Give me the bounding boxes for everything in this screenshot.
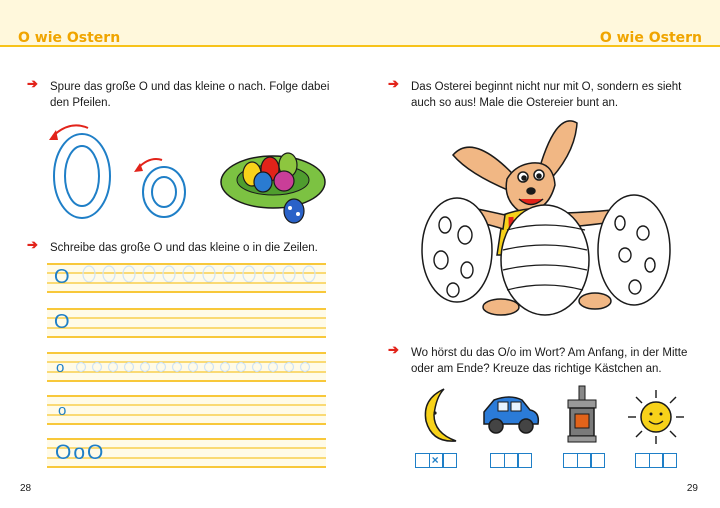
easter-bunny-with-eggs-illustration bbox=[415, 115, 677, 320]
answer-boxes-car bbox=[490, 453, 531, 468]
easter-nest-icon bbox=[218, 148, 336, 226]
answer-box-end[interactable] bbox=[590, 453, 605, 468]
task-color-instruction: Das Osterei beginnt nicht nur mit O, sondern es sieht auch so aus! Male die Ostereier bunt an. bbox=[411, 81, 682, 109]
traced-small-o bbox=[143, 167, 185, 217]
writing-row[interactable] bbox=[47, 395, 326, 425]
writing-row[interactable] bbox=[47, 263, 326, 293]
task-trace-instruction: Spure das große O und das kleine o nach. Folge dabei den Pfeilen. bbox=[50, 81, 330, 109]
cross-mark: × bbox=[431, 453, 439, 467]
left-page-number: 28 bbox=[20, 483, 32, 494]
sample-letter: OoO bbox=[55, 441, 106, 464]
sample-letter: o bbox=[56, 359, 65, 376]
answer-box-end[interactable] bbox=[442, 453, 457, 468]
task-write-instruction: Schreibe das große O und das kleine o in die Zeilen. bbox=[50, 242, 318, 254]
answer-boxes-moon bbox=[415, 453, 456, 468]
task-arrow-icon: ➔ bbox=[27, 76, 38, 91]
stove-icon bbox=[564, 384, 600, 446]
task-arrow-icon: ➔ bbox=[388, 76, 399, 91]
task-check-instruction: Wo hörst du das O/o im Wort? Am Anfang, in der Mitte oder am Ende? Kreuze das richtige Kästchen an. bbox=[411, 347, 688, 375]
answer-boxes-stove bbox=[563, 453, 604, 468]
car-icon bbox=[480, 392, 542, 438]
task-arrow-icon: ➔ bbox=[27, 237, 38, 252]
sample-letter: O bbox=[54, 266, 70, 288]
writing-row[interactable] bbox=[47, 308, 326, 338]
moon-icon bbox=[418, 385, 460, 447]
right-page-title: O wie Ostern bbox=[599, 30, 702, 46]
answer-box-end[interactable] bbox=[662, 453, 677, 468]
sample-letter: O bbox=[54, 311, 70, 333]
right-page-number: 29 bbox=[686, 483, 698, 494]
sample-letter: o bbox=[58, 402, 67, 419]
left-page-title: O wie Ostern bbox=[18, 30, 121, 46]
task-arrow-icon: ➔ bbox=[388, 342, 399, 357]
answer-box-end[interactable] bbox=[517, 453, 532, 468]
answer-boxes-sun bbox=[635, 453, 676, 468]
trace-arrow-small-icon bbox=[138, 159, 162, 168]
writing-row[interactable] bbox=[47, 438, 326, 468]
sun-icon bbox=[626, 388, 686, 446]
writing-row[interactable] bbox=[47, 352, 326, 382]
trace-letters-illustration bbox=[40, 118, 200, 223]
